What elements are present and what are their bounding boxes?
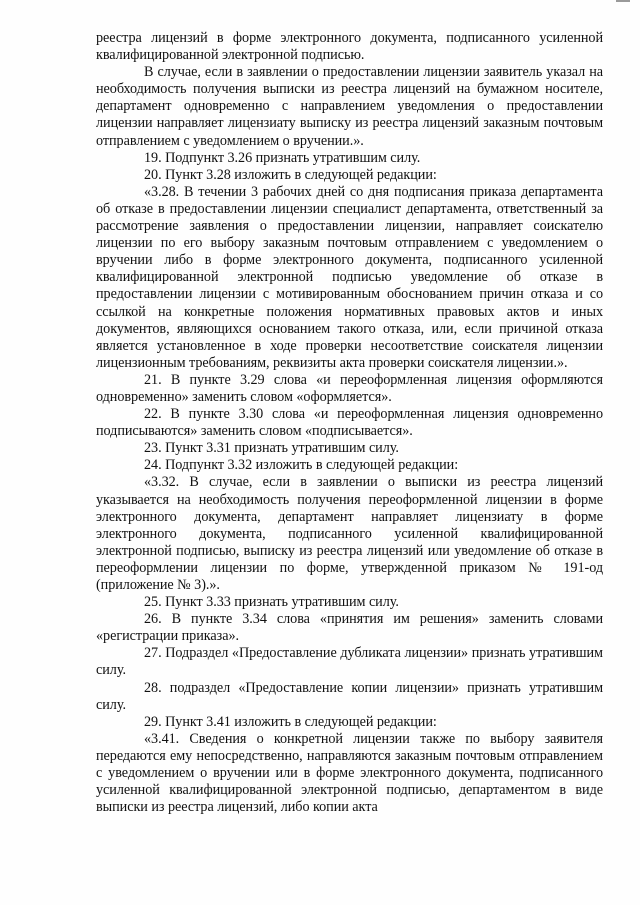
paragraph: 25. Пункт 3.33 признать утратившим силу. <box>144 594 399 611</box>
document-body <box>96 30 603 816</box>
paragraph: 27. Подраздел «Предоставление дубликата лицензии» признать утратившим силу. <box>96 645 603 679</box>
paragraph: 26. В пункте 3.34 слова «принятия им решения» заменить словами «регистрации приказа». <box>96 611 603 645</box>
paragraph: «3.28. В течении 3 рабочих дней со дня подписания приказа департамента об отказе в предоставлении лицензии специалист департамента, ответственный за рассмотрение заявления о предоставлении лицензии, направляет соискателю лицензии по его выбору заказным почтовым отправлением с уведомлением о вручении либо в форме электронного документа, подписанного усиленной квалифицированной электронной подписью уведомление об отказе в предоставлении лицензии с мотивированным обоснованием причин отказа и со ссылкой на конкретные положения нормативных правовых актов и иных документов, являющихся основанием такого отказа, или, если причиной отказа является установленное в ходе проверки несоответствие соискателя лицензии лицензионным требованиям, реквизиты акта проверки соискателя лицензии.». <box>96 183 603 371</box>
paragraph: «3.41. Сведения о конкретной лицензии также по выбору заявителя передаются ему непосредственно, направляются заказным почтовым отправлением с уведомлением о вручении или в форме электронного документа, подписанного усиленной квалифицированной электронной подписью, департаментом в виде выписки из реестра лицензий, либо копии акта <box>96 730 603 816</box>
paragraph: 20. Пункт 3.28 изложить в следующей редакции: <box>144 166 437 183</box>
paragraph: 23. Пункт 3.31 признать утратившим силу. <box>144 440 399 457</box>
paragraph: В случае, если в заявлении о предоставлении лицензии заявитель указал на необходимость получения выписки из реестра лицензий на бумажном носителе, департамент одновременно с направлением уведомления о предоставлении лицензии направляет лицензиату выписку из реестра лицензий заказным почтовым отправлением с уведомлением о вручении.». <box>96 64 603 149</box>
paragraph: 19. Подпункт 3.26 признать утратившим силу. <box>144 149 421 166</box>
paragraph: 24. Подпункт 3.32 изложить в следующей редакции: <box>144 457 459 474</box>
paragraph: 22. В пункте 3.30 слова «и переоформленная лицензия одновременно подписываются» заменить словом «подписывается». <box>96 406 603 440</box>
scan-artifact <box>616 0 630 2</box>
paragraph: «3.32. В случае, если в заявлении о выписки из реестра лицензий указывается на необходимость получения переоформленной лицензии в форме электронного документа, департамент направляет лицензиату в форме электронного документа, подписанного усиленной квалифицированной электронной подписью, выписку из реестра лицензий или уведомление об отказе в переоформлении лицензии по форме, утвержденной приказом № 191-од (приложение № 3).». <box>96 474 603 593</box>
paragraph: 21. В пункте 3.29 слова «и переоформленная лицензия оформляются одновременно» заменить словом «оформляется». <box>96 371 603 405</box>
paragraph: 29. Пункт 3.41 изложить в следующей редакции: <box>144 713 437 730</box>
paragraph: реестра лицензий в форме электронного документа, подписанного усиленной квалифицированной электронной подписью. <box>96 30 603 64</box>
paragraph: 28. подраздел «Предоставление копии лицензии» признать утратившим силу. <box>96 679 603 713</box>
